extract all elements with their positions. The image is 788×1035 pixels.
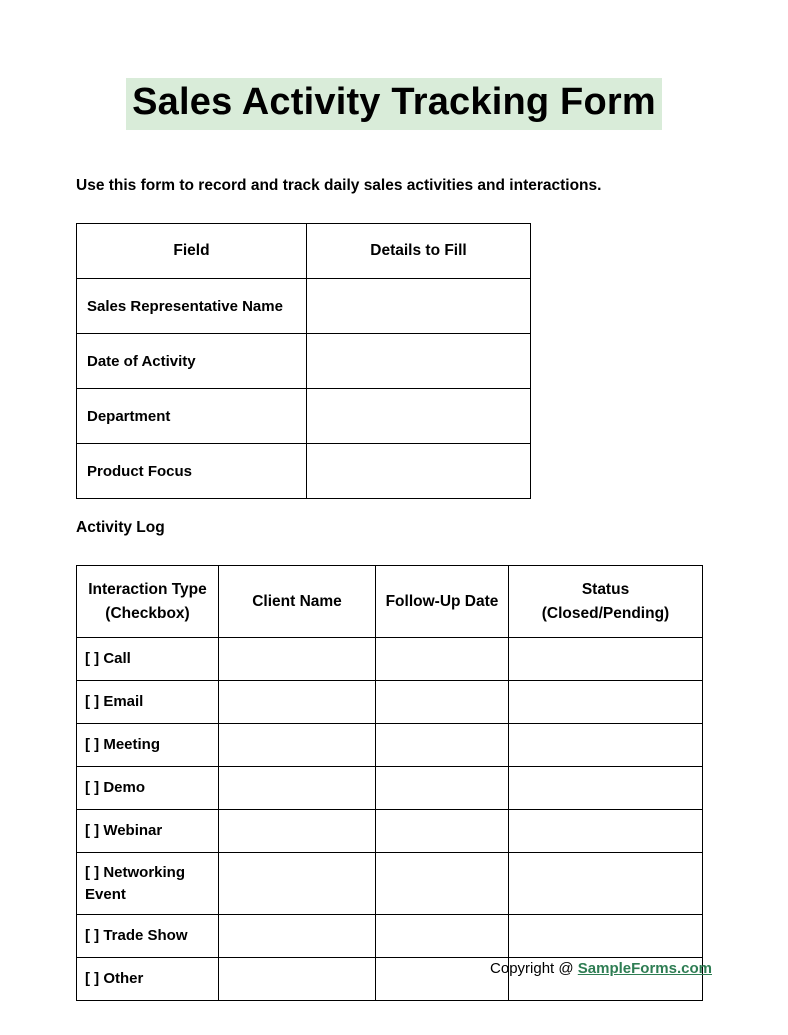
log-status-call[interactable]	[509, 637, 703, 680]
info-label-sales-rep-name: Sales Representative Name	[77, 279, 307, 334]
info-value-sales-rep-name[interactable]	[307, 279, 531, 334]
log-interaction-call[interactable]: [ ] Call	[77, 637, 219, 680]
log-status-demo[interactable]	[509, 766, 703, 809]
log-followup-demo[interactable]	[376, 766, 509, 809]
table-row	[77, 766, 703, 809]
info-table	[76, 223, 531, 499]
log-interaction-email[interactable]: [ ] Email	[77, 680, 219, 723]
log-client-webinar[interactable]	[219, 809, 376, 852]
table-row	[77, 915, 703, 958]
log-interaction-networking-event[interactable]: [ ] Networking Event	[77, 852, 219, 915]
log-status-webinar[interactable]	[509, 809, 703, 852]
log-followup-meeting[interactable]	[376, 723, 509, 766]
log-followup-webinar[interactable]	[376, 809, 509, 852]
log-status-trade-show[interactable]	[509, 915, 703, 958]
table-row	[77, 389, 531, 444]
table-row	[77, 444, 531, 499]
intro-text: Use this form to record and track daily sales activities and interactions.	[76, 176, 602, 194]
log-followup-trade-show[interactable]	[376, 915, 509, 958]
table-row	[77, 637, 703, 680]
page-title-text: Sales Activity Tracking Form	[126, 78, 662, 130]
log-header-status-line2: (Closed/Pending)	[541, 604, 670, 622]
sampleforms-link[interactable]: SampleForms.com	[577, 960, 712, 977]
table-row	[77, 809, 703, 852]
log-header-client-name: Client Name	[219, 566, 376, 638]
footer	[76, 960, 712, 977]
table-row	[77, 723, 703, 766]
log-status-networking-event[interactable]	[509, 852, 703, 915]
activity-log-table	[76, 565, 703, 1001]
table-row	[77, 852, 703, 915]
info-value-date-of-activity[interactable]	[307, 334, 531, 389]
log-interaction-demo[interactable]: [ ] Demo	[77, 766, 219, 809]
log-header-interaction-type-line1: Interaction Type	[88, 581, 207, 599]
log-status-email[interactable]	[509, 680, 703, 723]
info-label-date-of-activity: Date of Activity	[77, 334, 307, 389]
table-row	[77, 334, 531, 389]
log-header-interaction-type	[77, 566, 219, 638]
log-interaction-trade-show[interactable]: [ ] Trade Show	[77, 915, 219, 958]
log-status-meeting[interactable]	[509, 723, 703, 766]
log-client-trade-show[interactable]	[219, 915, 376, 958]
info-header-field: Field	[77, 224, 307, 279]
info-label-product-focus: Product Focus	[77, 444, 307, 499]
log-client-meeting[interactable]	[219, 723, 376, 766]
info-label-department: Department	[77, 389, 307, 444]
copyright-text: Copyright @	[490, 960, 574, 977]
log-interaction-meeting[interactable]: [ ] Meeting	[77, 723, 219, 766]
log-interaction-other[interactable]: [ ] Other	[77, 958, 219, 1001]
log-followup-email[interactable]	[376, 680, 509, 723]
log-client-call[interactable]	[219, 637, 376, 680]
log-followup-networking-event[interactable]	[376, 852, 509, 915]
info-value-department[interactable]	[307, 389, 531, 444]
activity-log-label: Activity Log	[76, 519, 165, 537]
info-value-product-focus[interactable]	[307, 444, 531, 499]
table-row	[77, 680, 703, 723]
log-header-status	[509, 566, 703, 638]
log-interaction-webinar[interactable]: [ ] Webinar	[77, 809, 219, 852]
info-header-details: Details to Fill	[307, 224, 531, 279]
info-table-header-row	[77, 224, 531, 279]
table-row	[77, 279, 531, 334]
log-header-status-line1: Status	[581, 581, 630, 599]
log-followup-call[interactable]	[376, 637, 509, 680]
log-header-follow-up-date: Follow-Up Date	[376, 566, 509, 638]
log-client-networking-event[interactable]	[219, 852, 376, 915]
page-title	[76, 78, 712, 130]
log-header-interaction-type-line2: (Checkbox)	[105, 604, 190, 622]
log-client-demo[interactable]	[219, 766, 376, 809]
log-client-email[interactable]	[219, 680, 376, 723]
activity-log-header-row	[77, 566, 703, 638]
